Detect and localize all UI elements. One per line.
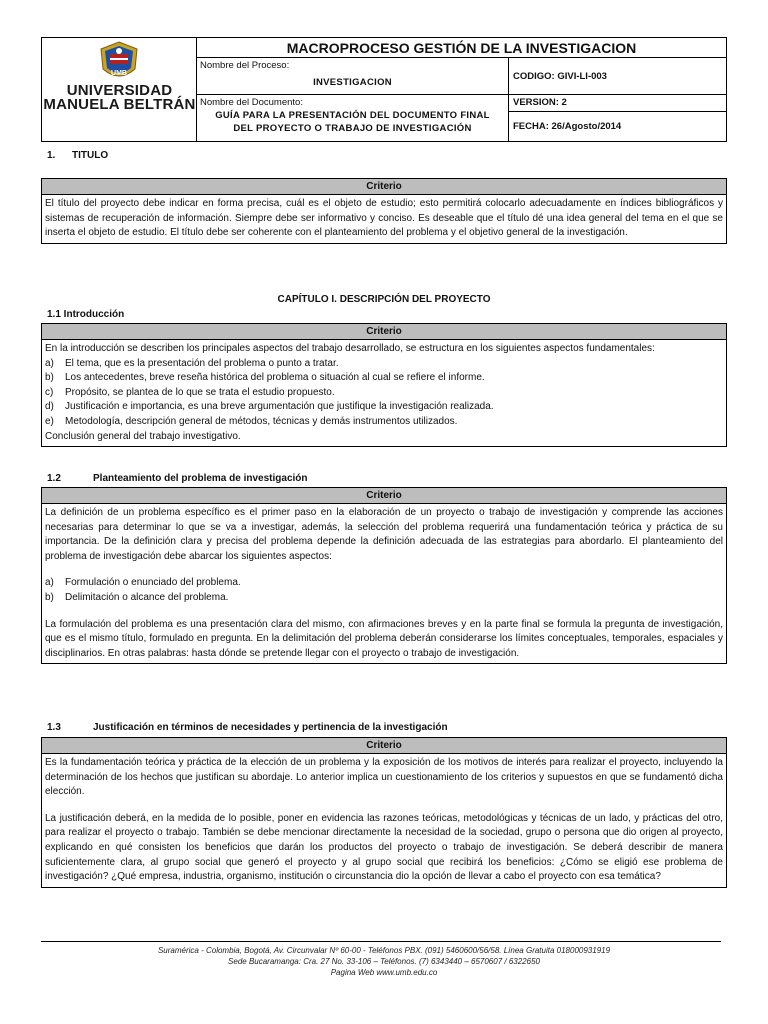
code-cell	[509, 58, 726, 95]
list-text: Delimitación o alcance del problema.	[65, 591, 229, 603]
section-1-title: TITULO	[72, 150, 109, 161]
list-marker: b)	[45, 372, 54, 384]
list-text: El tema, que es la presentación del problema o punto a tratar.	[65, 357, 339, 369]
section-1-2-number: 1.2	[47, 473, 61, 484]
chapter-heading: CAPÍTULO I. DESCRIPCIÓN DEL PROYECTO	[277, 294, 491, 305]
university-name-line2: MANUELA BELTRÁN	[43, 96, 196, 113]
list-text: Metodología, descripción general de métodos, técnicas y demás instrumentos utilizados.	[65, 415, 458, 427]
list-marker: a)	[45, 357, 54, 369]
section-1-3-number: 1.3	[47, 722, 61, 733]
paragraph: La formulación del problema es una presentación clara del mismo, con afirmaciones breves y en la parte final se formula la pregunta de investigación, que es el mismo título, formulado en pregunta. En la delimitación del problema deberán considerarse los límites conceptuales, temporales, espaciales y disciplinarios. En otras palabras: hasta dónde se pretende llegar con el proyecto o trabajo de investigación.	[45, 618, 723, 659]
intro-paragraph: En la introducción se describen los principales aspectos del trabajo desarrollado, se estructura en los siguientes aspectos fundamentales:	[45, 343, 655, 354]
list-marker: e)	[45, 415, 54, 427]
logo-cell	[42, 38, 197, 141]
svg-text:UMB: UMB	[111, 70, 127, 77]
criterio-box-introduccion	[41, 323, 727, 447]
list-item	[45, 576, 723, 591]
list-marker: b)	[45, 591, 54, 603]
criterio-header: Criterio	[42, 179, 726, 195]
paragraph: La definición de un problema específico es el primer paso en la elaboración de un proyecto o trabajo de investigación y comprende las acciones necesarias para determinar lo que se va a investigar, además, la selección del problema requerirá una fundamentación teórica y práctica de su importancia. De la definición clara y precisa del problema depende la definición adecuada de las estrategias para abordarlo. El planteamiento del problema de investigación debe abarcar los siguientes aspectos:	[45, 507, 723, 562]
list-item	[45, 386, 723, 401]
list-item	[45, 357, 723, 372]
list-marker: c)	[45, 386, 54, 398]
conclusion-line: Conclusión general del trabajo investigativo.	[45, 430, 241, 442]
document-cell	[197, 95, 509, 141]
list-text: Justificación e importancia, es una breve argumentación que justifique la investigación realizada.	[65, 401, 494, 413]
macroprocess-title: MACROPROCESO GESTIÓN DE LA INVESTIGACION	[197, 38, 726, 58]
list-text: Los antecedentes, breve reseña histórica del problema o situación al cual se refiere el informe.	[65, 372, 485, 384]
criterio-content	[42, 754, 726, 887]
list-item	[45, 591, 723, 606]
version: VERSION: 2	[513, 97, 567, 108]
document-value-line2: DEL PROYECTO O TRABAJO DE INVESTIGACIÓN	[233, 123, 472, 134]
section-1-1-title: 1.1 Introducción	[47, 309, 125, 320]
criterio-header: Criterio	[42, 488, 726, 504]
section-1-2-title: Planteamiento del problema de investigación	[93, 473, 308, 484]
process-value: INVESTIGACION	[313, 77, 392, 88]
criterio-content	[42, 504, 726, 663]
section-1-number: 1.	[47, 150, 56, 161]
list-text: Formulación o enunciado del problema.	[65, 577, 241, 589]
list-text: Propósito, se plantea de lo que se trata el estudio propuesto.	[65, 386, 335, 398]
criterio-box-justificacion	[41, 737, 727, 888]
list-item	[45, 400, 723, 415]
version-cell	[509, 95, 726, 112]
criterio-box-planteamiento	[41, 487, 727, 664]
criterio-content	[42, 340, 726, 446]
document-value-line1: GUÍA PARA LA PRESENTACIÓN DEL DOCUMENTO FINAL	[215, 110, 490, 121]
document-label: Nombre del Documento:	[200, 97, 303, 108]
footer-address: Suramérica - Colombia, Bogotá, Av. Circunvalar Nº 60-00 - Teléfonos PBX. (091) 5460600/56/58. Línea Gratuita 018000931919	[157, 946, 611, 955]
document-code: CODIGO: GIVI-LI-003	[513, 71, 607, 82]
criterio-header: Criterio	[42, 738, 726, 754]
list-item	[45, 415, 723, 430]
paragraph: Es la fundamentación teórica y práctica de la elección de un problema y la exposición de los motivos de interés para realizar el proyecto, incluyendo la determinación de los hechos que justifican su abordaje. Lo anterior implica un cuestionamiento de los criterios y supuestos en que se fundamentó dicha elección.	[45, 757, 723, 798]
paragraph: La justificación deberá, en la medida de lo posible, poner en evidencia las razones teóricas, metodológicas y técnicas de un lado, y prácticas del otro, para realizar el proyecto o trabajo. También se debe mencionar directamente la necesidad de la sociedad, grupo o persona que dio origen al proyecto, explicando en qué consisten los beneficios que darán los productos del proyecto o trabajo de investigación. Se deberá describir de manera suficientemente clara, al grupo social que generó el proyecto y al grupo social que recibirá los beneficios: ¿Cómo se eligió ese problema de investigación? ¿Qué empresa, industria, organismo, institución o circunstancia dio la opción de llevar a cabo el proyecto con esa temática?	[45, 812, 723, 883]
section-1-3-title: Justificación en términos de necesidades y pertinencia de la investigación	[93, 722, 448, 733]
university-seal-icon	[96, 41, 142, 83]
date: FECHA: 26/Agosto/2014	[513, 121, 622, 132]
criterio-text: El título del proyecto debe indicar en forma precisa, cuál es el objeto de estudio; esto permitirá colocarlo adecuadamente en índices bibliográficos y sistemas de recuperación de información. Siempre debe ser informativo y conciso. Es deseable que el título dé una idea general del tema en el que se inserta el objeto de estudio. El título debe ser coherente con el planteamiento del problema y el objetivo general de la investigación.	[45, 198, 723, 239]
list-item	[45, 371, 723, 386]
date-cell	[509, 112, 726, 141]
process-label: Nombre del Proceso:	[200, 60, 290, 71]
process-cell	[197, 58, 509, 95]
footer-bucaramanga: Sede Bucaramanga: Cra. 27 No. 33-106 – Teléfonos. (7) 6343440 – 6570607 / 6322650	[228, 957, 540, 966]
footer-website: Pagina Web www.umb.edu.co	[330, 968, 438, 977]
document-header	[41, 37, 727, 142]
university-name-line1: UNIVERSIDAD	[66, 82, 173, 99]
footer-divider	[41, 941, 721, 942]
list-marker: d)	[45, 401, 54, 413]
criterio-box-titulo	[41, 178, 727, 244]
criterio-header: Criterio	[42, 324, 726, 340]
list-marker: a)	[45, 577, 54, 589]
